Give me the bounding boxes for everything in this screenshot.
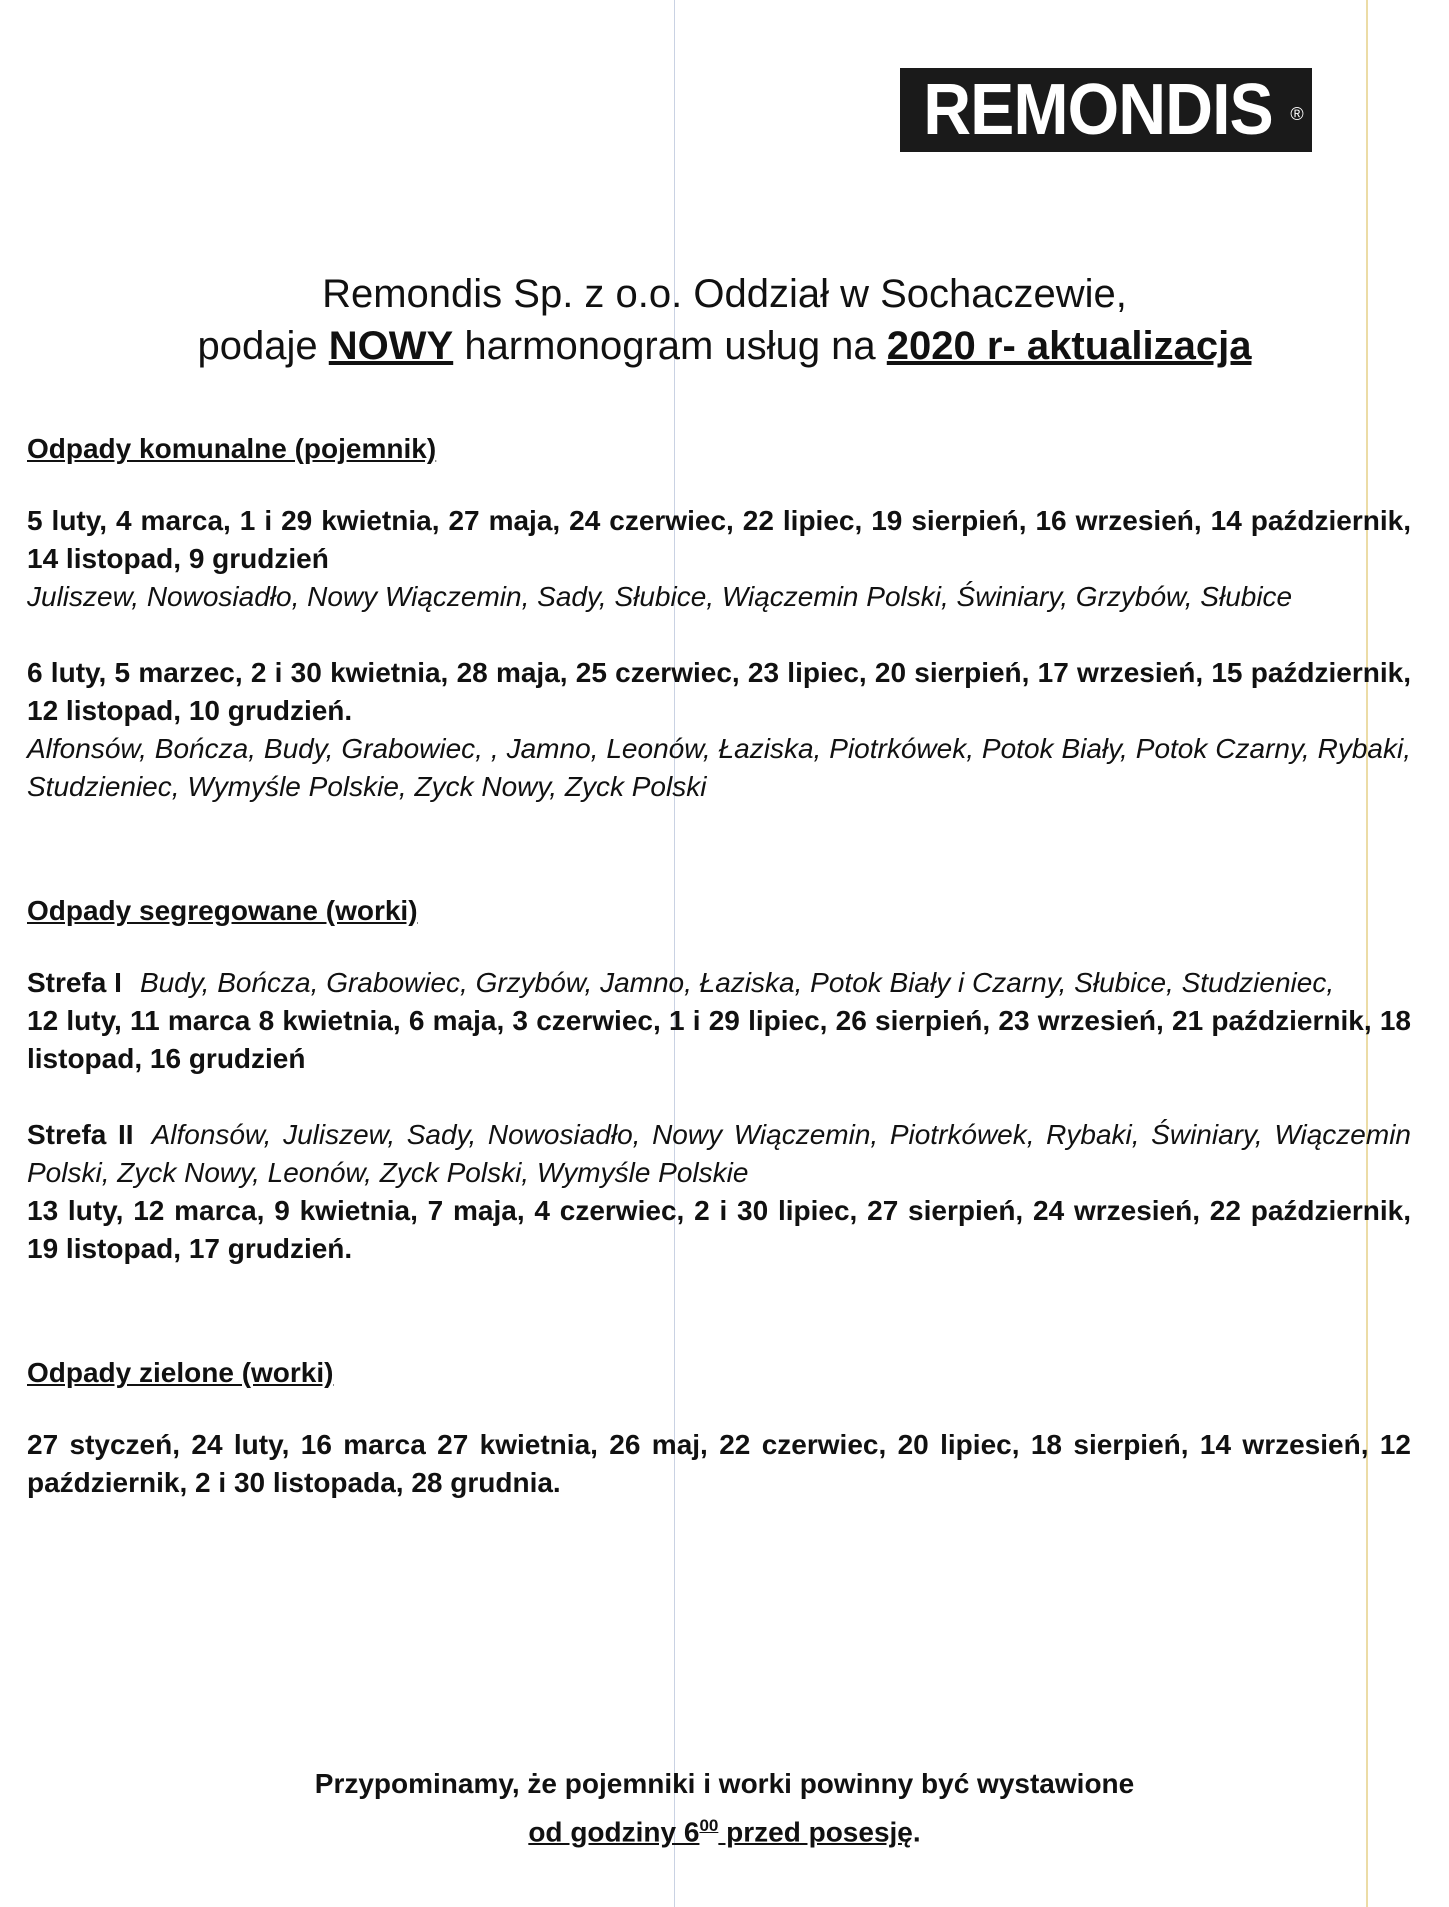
section-title-segregowane: Odpady segregowane (worki)	[27, 895, 418, 926]
logo-text: REMONDIS	[923, 70, 1274, 150]
schedule-content	[27, 430, 1411, 1502]
strefa-1-place-list: Budy, Bończa, Grabowiec, Grzybów, Jamno, Łaziska, Potok Biały i Czarny, Słubice, Studzieniec,	[139, 967, 1335, 998]
heading-emph-nowy: NOWY	[328, 324, 454, 368]
reminder-time-suffix: przed posesję	[718, 1816, 913, 1848]
section-title-zielone: Odpady zielone (worki)	[27, 1357, 334, 1388]
strefa-2-places	[27, 1116, 1411, 1192]
heading-prefix: podaje	[197, 324, 329, 368]
komunalne-places-2: Alfonsów, Bończa, Budy, Grabowiec, , Jamno, Leonów, Łaziska, Piotrkówek, Potok Biały, Potok Czarny, Rybaki, Studzieniec, Wymyśle Polskie, Zyck Nowy, Zyck Polski	[27, 733, 1411, 802]
komunalne-dates-1: 5 luty, 4 marca, 1 i 29 kwietnia, 27 maja, 24 czerwiec, 22 lipiec, 19 sierpień, 16 wrzesień, 14 październik, 14 listopad, 9 grudzień	[27, 505, 1411, 574]
reminder-time-prefix: od godziny 6	[528, 1816, 700, 1848]
heading-line-2	[0, 320, 1449, 372]
strefa-2-dates: 13 luty, 12 marca, 9 kwietnia, 7 maja, 4 czerwiec, 2 i 30 lipiec, 27 sierpień, 24 wrzesień, 22 październik, 19 listopad, 17 grudzień.	[27, 1195, 1411, 1264]
heading-middle: harmonogram usług na	[453, 324, 887, 368]
reminder-end: .	[912, 1816, 921, 1848]
reminder-line-1: Przypominamy, że pojemniki i worki powinny być wystawione	[314, 1768, 1135, 1799]
strefa-1-places	[27, 964, 1411, 1002]
strefa-1-dates: 12 luty, 11 marca 8 kwietnia, 6 maja, 3 czerwiec, 1 i 29 lipiec, 26 sierpień, 23 wrzesień, 21 październik, 18 listopad, 16 grudzień	[27, 1005, 1411, 1074]
heading-line-1: Remondis Sp. z o.o. Oddział w Sochaczewie,	[322, 272, 1127, 316]
strefa-2-place-list: Alfonsów, Juliszew, Sady, Nowosiadło, Nowy Wiączemin, Piotrkówek, Rybaki, Świniary, Wiączemin Polski, Zyck Nowy, Leonów, Zyck Polski, Wymyśle Polskie	[27, 1119, 1411, 1188]
registered-mark: ®	[1290, 103, 1304, 124]
page-heading	[0, 268, 1449, 372]
section-title-komunalne: Odpady komunalne (pojemnik)	[27, 433, 437, 464]
remondis-logo	[900, 68, 1312, 152]
zielone-dates: 27 styczeń, 24 luty, 16 marca 27 kwietnia, 26 maj, 22 czerwiec, 20 lipiec, 18 sierpień, 14 wrzesień, 12 październik, 2 i 30 listopada, 28 grudnia.	[27, 1429, 1411, 1498]
strefa-1-label: Strefa I	[27, 967, 122, 998]
reminder-footer	[0, 1763, 1449, 1853]
komunalne-places-1: Juliszew, Nowosiadło, Nowy Wiączemin, Sady, Słubice, Wiączemin Polski, Świniary, Grzybów, Słubice	[27, 581, 1293, 612]
komunalne-dates-2: 6 luty, 5 marzec, 2 i 30 kwietnia, 28 maja, 25 czerwiec, 23 lipiec, 20 sierpień, 17 wrzesień, 15 październik, 12 listopad, 10 grudzień.	[27, 657, 1411, 726]
reminder-line-2	[0, 1805, 1449, 1853]
reminder-time-minutes: 00	[699, 1816, 719, 1835]
strefa-2-label: Strefa II	[27, 1119, 134, 1150]
heading-year: 2020 r- aktualizacja	[886, 324, 1252, 368]
